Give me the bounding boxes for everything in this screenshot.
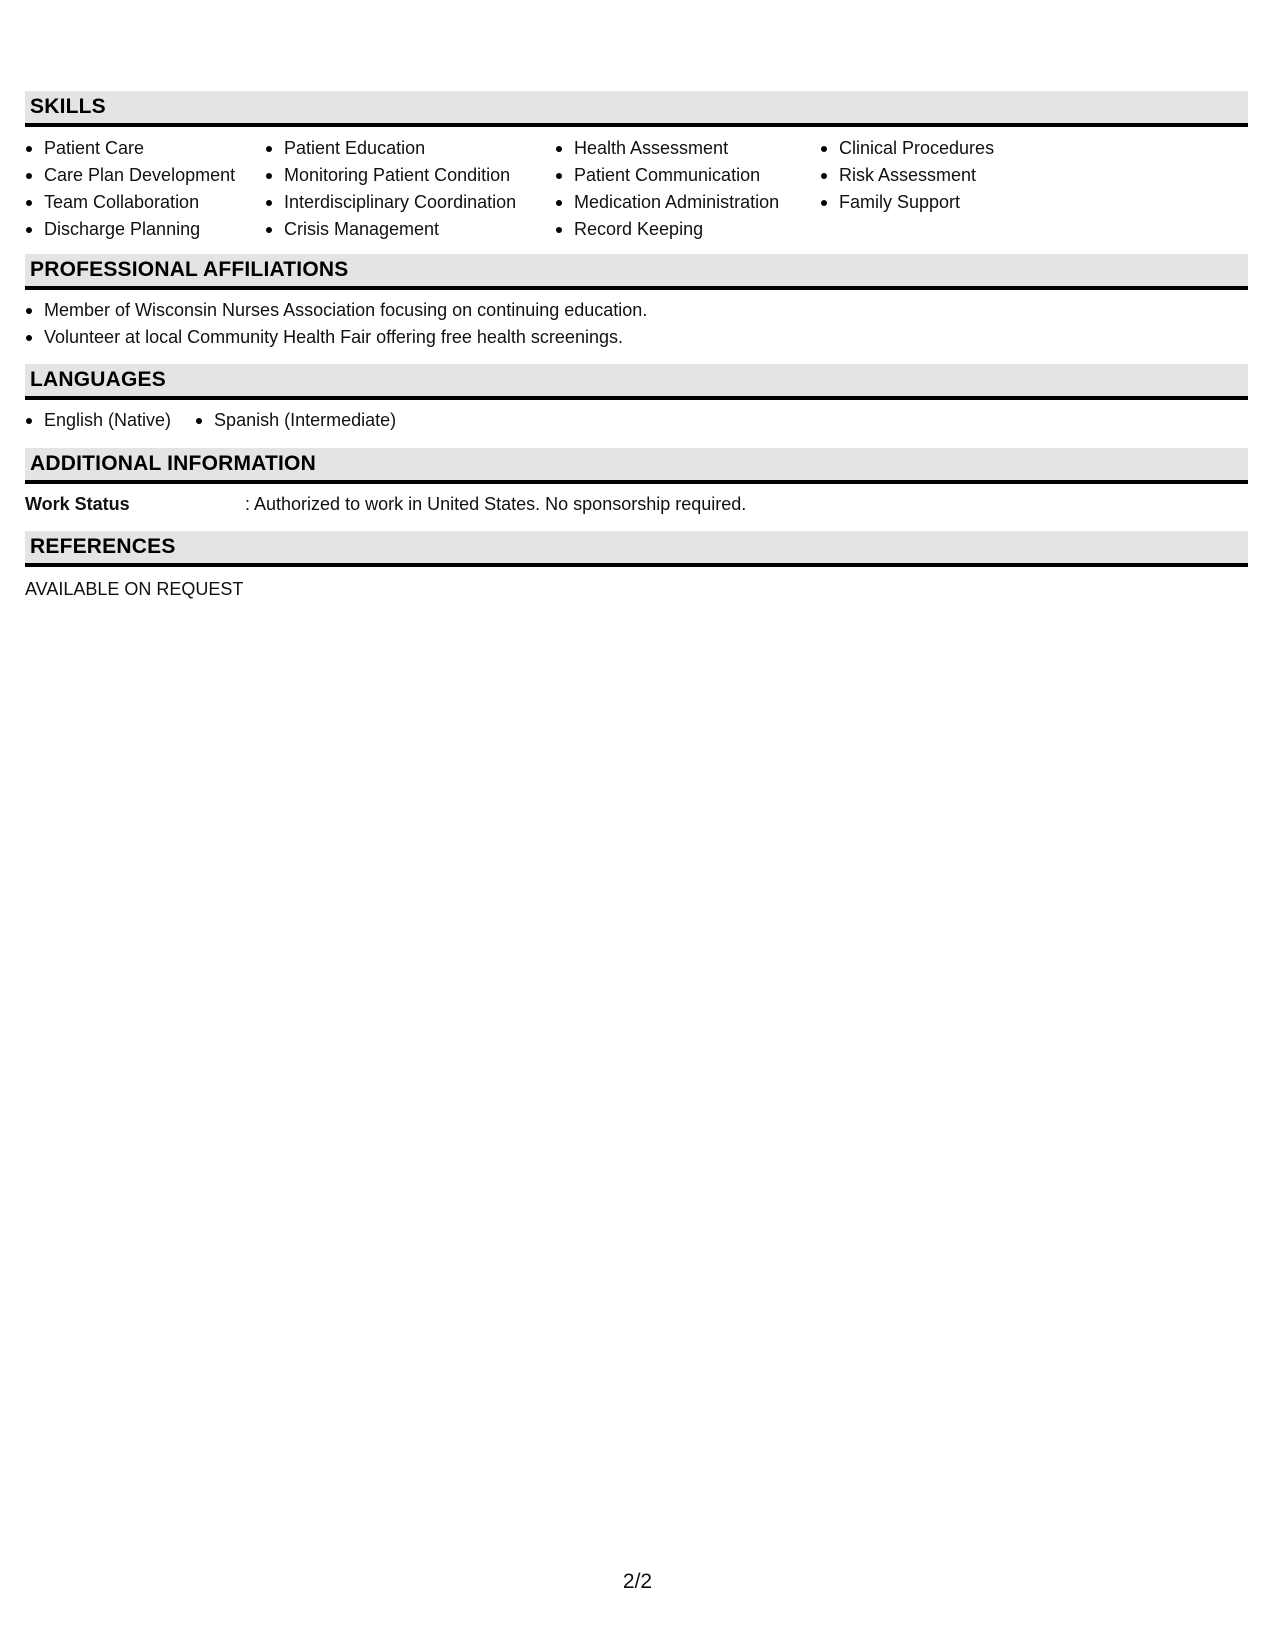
skill-item: Family Support (820, 189, 1080, 216)
section-title: ADDITIONAL INFORMATION (30, 452, 316, 475)
section-title: SKILLS (30, 95, 106, 118)
skills-column-1 (25, 135, 265, 243)
skill-item: Monitoring Patient Condition (265, 162, 555, 189)
skill-item: Care Plan Development (25, 162, 265, 189)
references-header (25, 531, 1248, 567)
skills-column-3 (555, 135, 820, 243)
language-item: English (Native) (25, 407, 171, 434)
languages-header (25, 364, 1248, 400)
page-number: 2/2 (622, 1570, 653, 1593)
additional-info-section (25, 448, 1248, 518)
skill-item: Risk Assessment (820, 162, 1080, 189)
references-text: AVAILABLE ON REQUEST (25, 579, 244, 599)
skill-item: Discharge Planning (25, 216, 265, 243)
affiliations-list (25, 297, 1248, 351)
skills-column-2 (265, 135, 555, 243)
skills-grid (25, 135, 1248, 243)
info-row (25, 491, 1248, 518)
skill-item: Interdisciplinary Coordination (265, 189, 555, 216)
affiliations-section (25, 254, 1248, 351)
info-value: : Authorized to work in United States. No sponsorship required. (245, 494, 747, 514)
skill-item: Patient Education (265, 135, 555, 162)
section-title: LANGUAGES (30, 368, 166, 391)
list-item: Volunteer at local Community Health Fair offering free health screenings. (25, 324, 1248, 351)
skill-item: Medication Administration (555, 189, 820, 216)
skills-header (25, 91, 1248, 127)
skill-item: Clinical Procedures (820, 135, 1080, 162)
list-item: Member of Wisconsin Nurses Association focusing on continuing education. (25, 297, 1248, 324)
info-label: Work Status (25, 494, 130, 514)
language-item: Spanish (Intermediate) (195, 407, 396, 434)
additional-info-header (25, 448, 1248, 484)
skill-item: Record Keeping (555, 216, 820, 243)
skill-item: Health Assessment (555, 135, 820, 162)
skills-column-4 (820, 135, 1080, 243)
section-title: PROFESSIONAL AFFILIATIONS (30, 258, 349, 281)
skill-item: Patient Communication (555, 162, 820, 189)
skills-section (25, 91, 1248, 243)
affiliations-header (25, 254, 1248, 290)
section-title: REFERENCES (30, 535, 176, 558)
skill-item: Team Collaboration (25, 189, 265, 216)
languages-section (25, 364, 1248, 434)
skill-item: Patient Care (25, 135, 265, 162)
skill-item: Crisis Management (265, 216, 555, 243)
references-section (25, 531, 1248, 603)
languages-list (25, 407, 1248, 434)
